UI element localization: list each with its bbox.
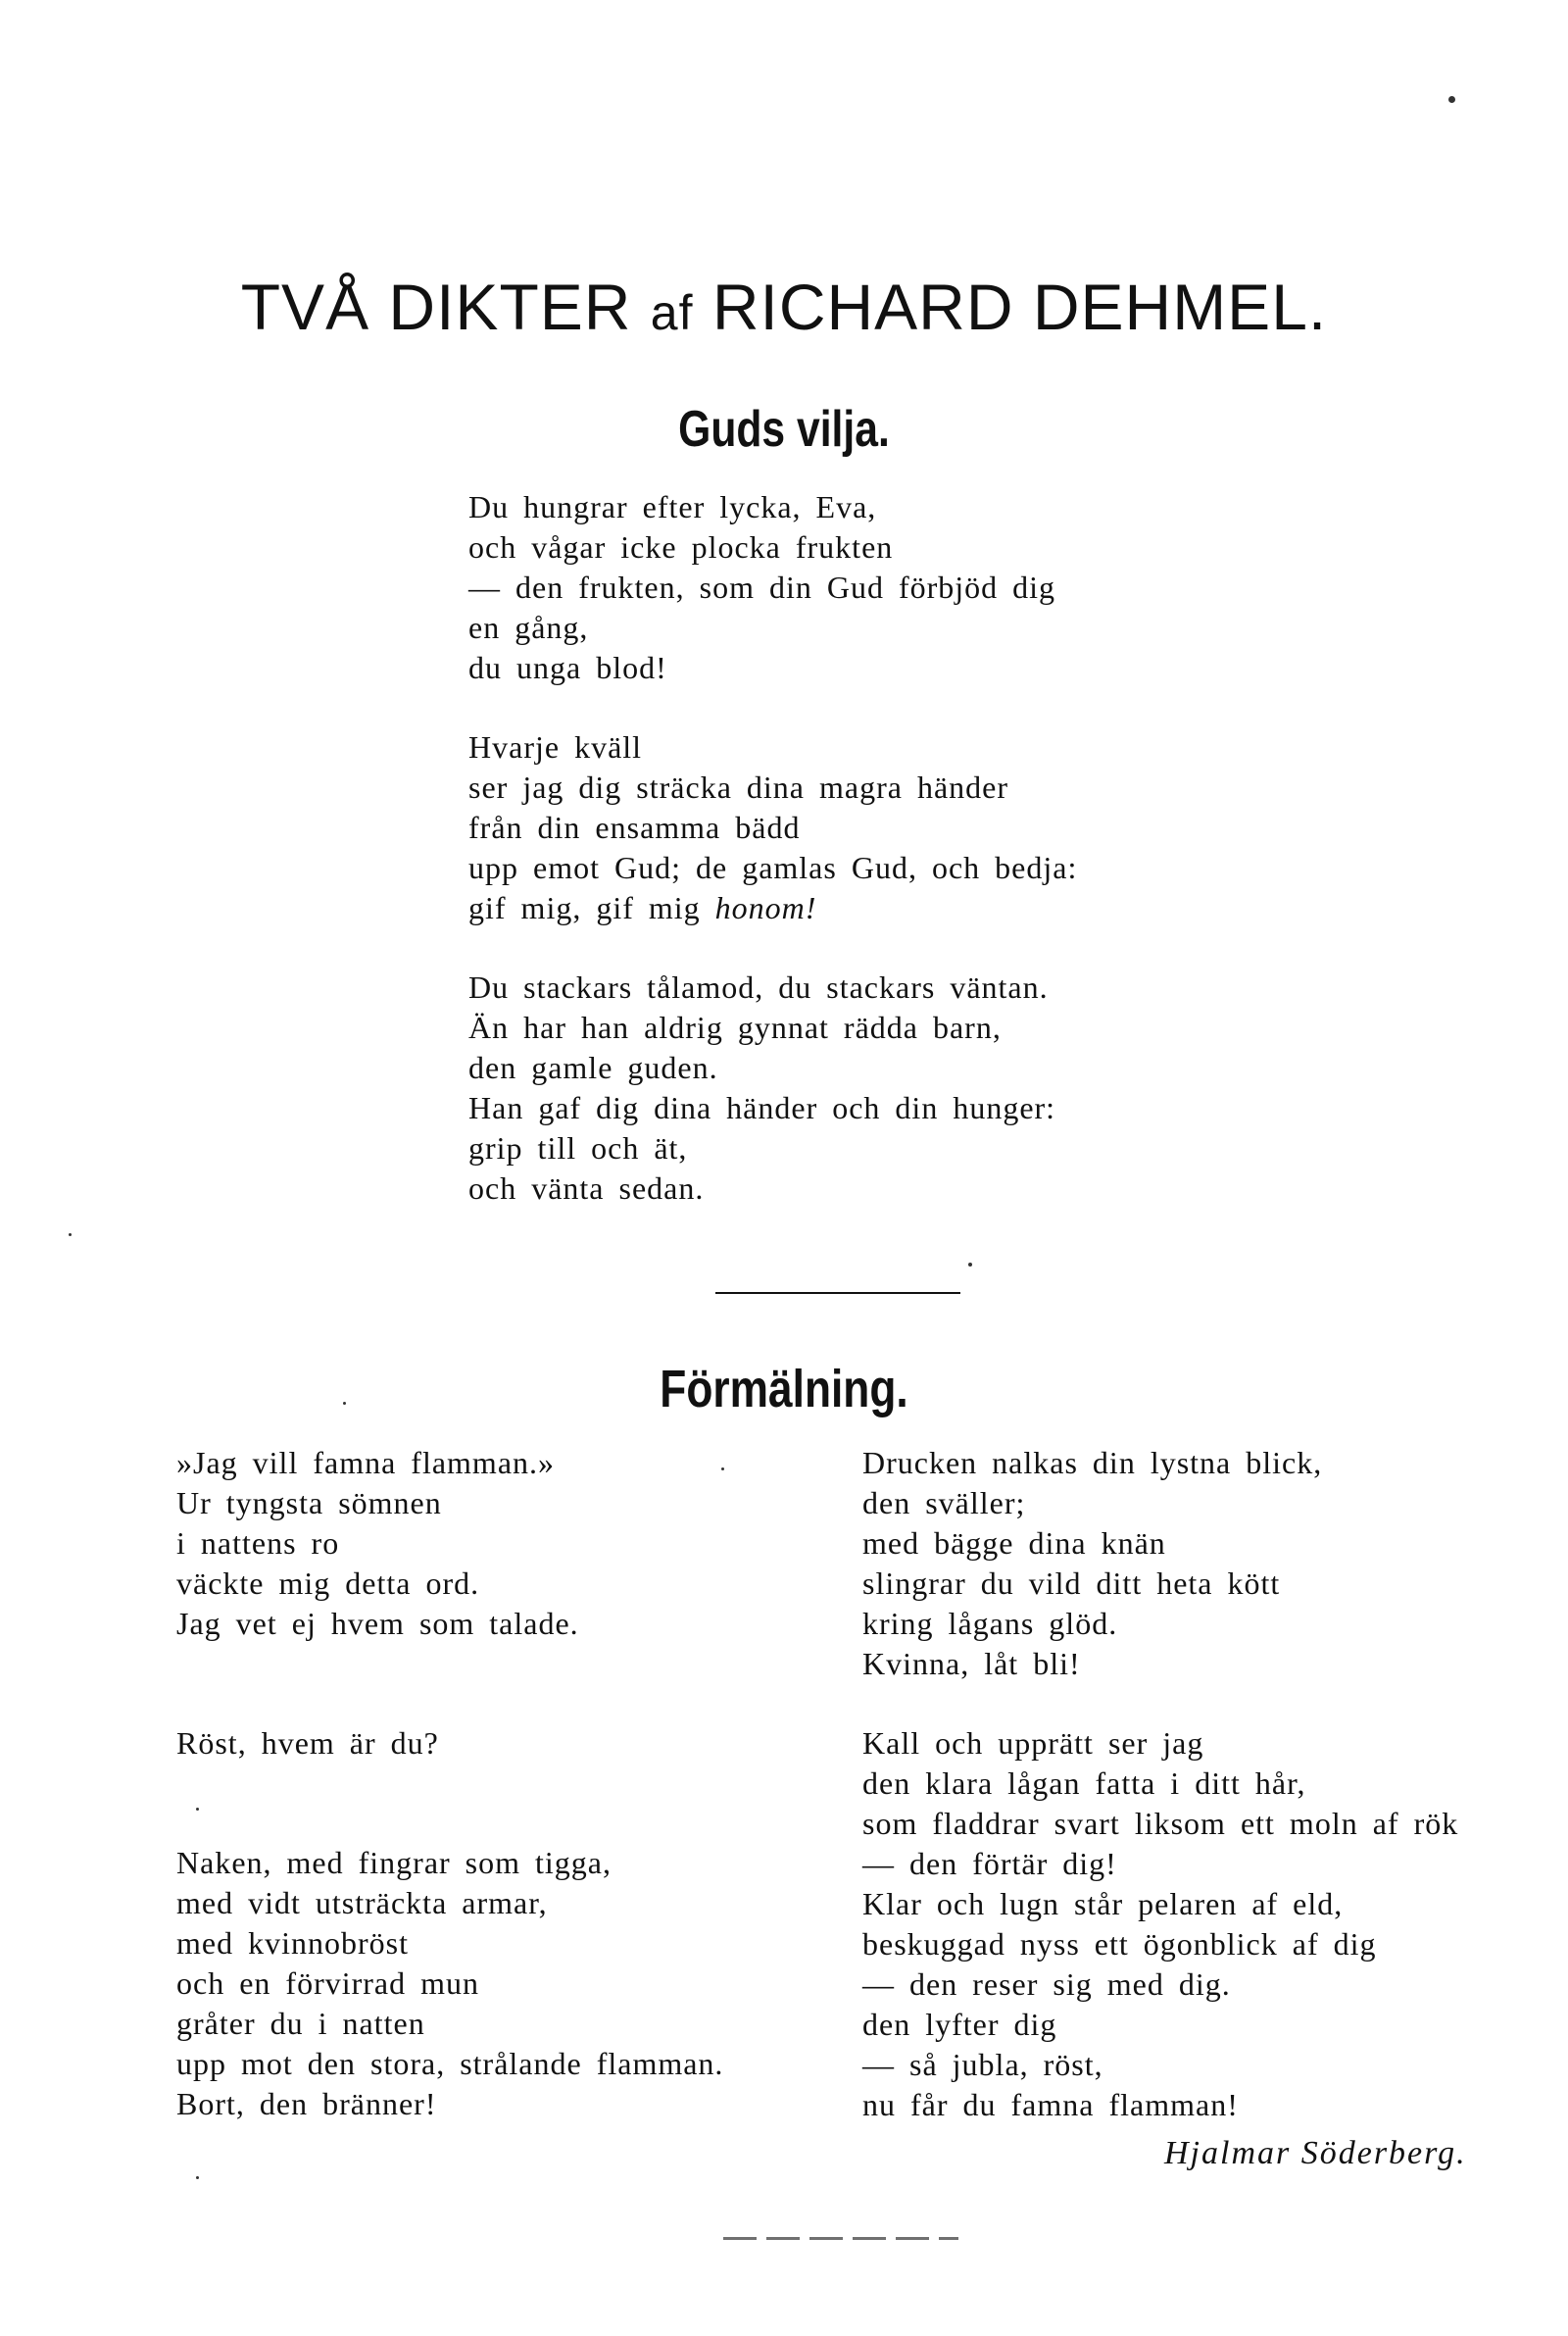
poem1-title: Guds vilja.: [678, 401, 890, 458]
poem-line: och vågar icke plocka frukten: [468, 529, 894, 565]
print-speck: [196, 1808, 199, 1811]
poem-line: Kall och upprätt ser jag: [862, 1725, 1204, 1761]
poem-line: — så jubla, röst,: [862, 2047, 1103, 2082]
poem-line: ser jag dig sträcka dina magra händer: [468, 770, 1009, 805]
poem-line: den klara lågan fatta i ditt hår,: [862, 1765, 1306, 1801]
author-signature: Hjalmar Söderberg.: [1164, 2135, 1467, 2171]
poem-line: upp mot den stora, strålande flamman.: [176, 2046, 724, 2081]
poem-line: en gång,: [468, 610, 589, 645]
poem1-stanza-1: [468, 487, 1077, 688]
poem2-title: Förmälning.: [660, 1360, 908, 1418]
poem2-right-stanza-1: [862, 1443, 1458, 1684]
title-af: af: [650, 285, 694, 340]
poem-line: med vidt utsträckta armar,: [176, 1885, 548, 1920]
poem-line: den sväller;: [862, 1485, 1026, 1520]
poem-line: och vänta sedan.: [468, 1170, 705, 1206]
poem2-right-column: [862, 1443, 1458, 2125]
poem-line: och en förvirrad mun: [176, 1965, 480, 2001]
poem-line: Röst, hvem är du?: [176, 1725, 439, 1761]
poem-line: Du stackars tålamod, du stackars väntan.: [468, 969, 1049, 1005]
poem-line: gråter du i natten: [176, 2006, 425, 2041]
footer-dash-rule: [723, 2237, 958, 2240]
title-part-2: RICHARD DEHMEL.: [693, 271, 1328, 343]
poem-line: — den frukten, som din Gud förbjöd dig: [468, 570, 1056, 605]
poem-line: Jag vet ej hvem som talade.: [176, 1606, 579, 1641]
poem1-stanza-3: [468, 968, 1077, 1209]
print-speck: [343, 1402, 346, 1405]
poem1-body: [468, 487, 1077, 1209]
title-part-1: TVÅ DIKTER: [240, 271, 651, 343]
poem-line-text: gif mig, gif mig: [468, 890, 715, 925]
poem-line: [468, 888, 1077, 928]
poem-line: väckte mig detta ord.: [176, 1566, 480, 1601]
poem-line: nu får du famna flamman!: [862, 2087, 1239, 2122]
print-speck: [196, 2176, 199, 2179]
poem2-left-column: [176, 1443, 723, 2124]
poem-line: med bägge dina knän: [862, 1525, 1166, 1561]
poem2-right-stanza-2: [862, 1723, 1458, 2125]
poem-line: kring lågans glöd.: [862, 1606, 1118, 1641]
poem-line: beskuggad nyss ett ögonblick af dig: [862, 1926, 1377, 1962]
poem-line: som fladdrar svart liksom ett moln af rök: [862, 1806, 1459, 1841]
poem-line: Ur tyngsta sömnen: [176, 1485, 442, 1520]
poem-line: »Jag vill famna flamman.»: [176, 1445, 556, 1480]
poem-line: — den förtär dig!: [862, 1846, 1117, 1881]
poem-line: Hvarje kväll: [468, 729, 643, 765]
poem2-left-stanza-2: [176, 1723, 723, 1764]
poem-line: Bort, den bränner!: [176, 2086, 437, 2121]
poem-line: den lyfter dig: [862, 2007, 1057, 2042]
poem-line: grip till och ät,: [468, 1130, 688, 1166]
poem1-stanza-2: [468, 727, 1077, 928]
poem-line: Än har han aldrig gynnat rädda barn,: [468, 1010, 1002, 1045]
poem-line: Han gaf dig dina händer och din hunger:: [468, 1090, 1056, 1125]
poem-line: du unga blod!: [468, 650, 667, 685]
poem-line: Drucken nalkas din lystna blick,: [862, 1445, 1323, 1480]
poem2-left-stanza-3: [176, 1843, 723, 2124]
poem-line: Naken, med fingrar som tigga,: [176, 1845, 612, 1880]
print-speck: [721, 1467, 724, 1470]
print-speck: [1448, 96, 1455, 103]
poem-line: Kvinna, låt bli!: [862, 1646, 1081, 1681]
poem-line: Klar och lugn står pelaren af eld,: [862, 1886, 1344, 1921]
poem-line-italic: honom!: [714, 890, 817, 925]
poem-line: den gamle guden.: [468, 1050, 718, 1085]
print-speck: [968, 1263, 972, 1267]
poem-line: slingrar du vild ditt heta kött: [862, 1566, 1281, 1601]
poem2-left-stanza-1: [176, 1443, 723, 1644]
poem-line: med kvinnobröst: [176, 1925, 409, 1961]
poem-line: från din ensamma bädd: [468, 810, 801, 845]
poem-line: Du hungrar efter lycka, Eva,: [468, 489, 877, 524]
page-title: [0, 271, 1568, 343]
section-divider: [715, 1292, 960, 1294]
poem-line: upp emot Gud; de gamlas Gud, och bedja:: [468, 850, 1078, 885]
poem-line: i nattens ro: [176, 1525, 340, 1561]
print-speck: [69, 1233, 72, 1236]
poem-line: — den reser sig med dig.: [862, 1966, 1231, 2002]
